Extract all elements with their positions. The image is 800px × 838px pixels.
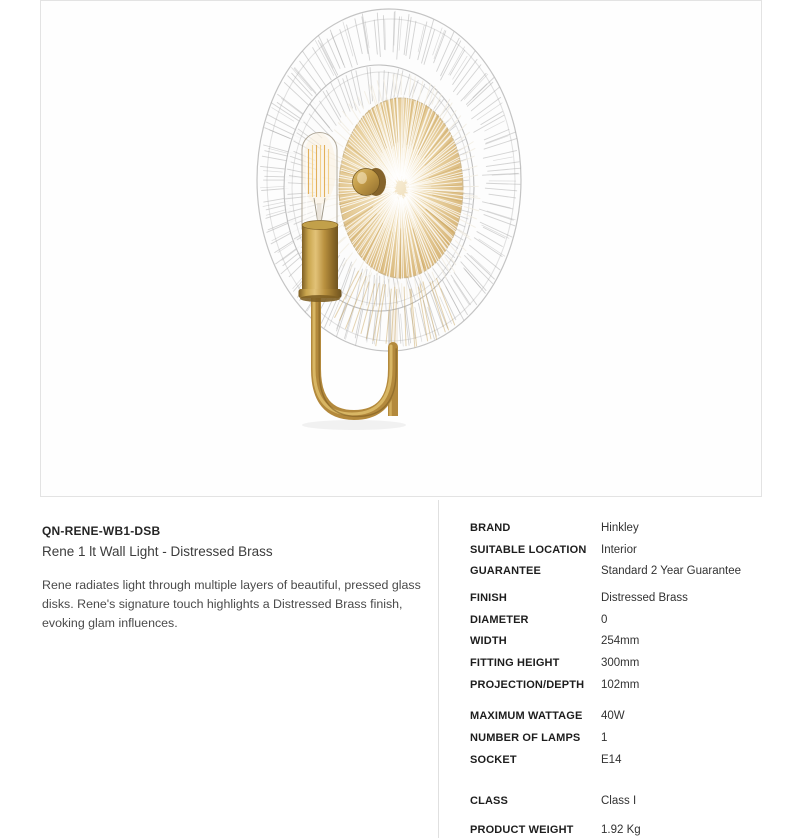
spec-value: Standard 2 Year Guarantee bbox=[601, 565, 742, 578]
spec-row bbox=[470, 560, 800, 582]
spec-label: NUMBER OF LAMPS bbox=[470, 732, 581, 745]
spec-row bbox=[470, 630, 800, 652]
product-title: Rene 1 lt Wall Light - Distressed Brass bbox=[42, 544, 273, 559]
spec-label: CLASS bbox=[470, 795, 509, 808]
spec-group bbox=[470, 706, 800, 771]
spec-value: 40W bbox=[601, 710, 625, 723]
spec-value: 1 bbox=[601, 732, 608, 745]
spec-label: GUARANTEE bbox=[470, 565, 542, 578]
spec-label: BRAND bbox=[470, 521, 511, 534]
spec-row bbox=[470, 517, 800, 539]
spec-row bbox=[470, 652, 800, 674]
spec-label: SOCKET bbox=[470, 753, 517, 766]
spec-label: MAXIMUM WATTAGE bbox=[470, 710, 583, 723]
spec-row bbox=[470, 727, 800, 749]
spec-label: WIDTH bbox=[470, 635, 507, 648]
spec-value: Class I bbox=[601, 795, 637, 808]
product-image-panel bbox=[40, 0, 762, 497]
spec-row bbox=[470, 674, 800, 696]
spec-group bbox=[470, 587, 800, 695]
spec-label: SUITABLE LOCATION bbox=[470, 543, 587, 556]
spec-value: Hinkley bbox=[601, 521, 639, 534]
product-photo-rene-wall-sconce bbox=[41, 1, 761, 496]
spec-row bbox=[470, 609, 800, 631]
spec-group bbox=[470, 517, 800, 582]
spec-table bbox=[438, 500, 800, 838]
spec-value: 1.92 Kg bbox=[601, 824, 641, 837]
product-code: QN-RENE-WB1-DSB bbox=[42, 524, 161, 538]
spec-group bbox=[470, 791, 800, 813]
product-summary bbox=[42, 497, 438, 633]
spec-row bbox=[470, 791, 800, 813]
spec-value: 102mm bbox=[601, 678, 640, 691]
spec-label: PRODUCT WEIGHT bbox=[470, 824, 574, 837]
spec-value: 300mm bbox=[601, 656, 640, 669]
spec-value: 254mm bbox=[601, 635, 640, 648]
product-info-section bbox=[0, 497, 800, 838]
spec-group bbox=[470, 819, 800, 838]
spec-value: Interior bbox=[601, 543, 637, 556]
spec-row bbox=[470, 587, 800, 609]
spec-row bbox=[470, 749, 800, 771]
spec-value: E14 bbox=[601, 753, 622, 766]
spec-row bbox=[470, 819, 800, 838]
spec-label: FINISH bbox=[470, 591, 507, 604]
spec-row bbox=[470, 539, 800, 561]
product-description: Rene radiates light through multiple layers of beautiful, pressed glass disks. Rene's signature touch highlights a Distressed Brass finish, evoking glam influences. bbox=[42, 578, 421, 630]
spec-row bbox=[470, 706, 800, 728]
spec-label: DIAMETER bbox=[470, 613, 529, 626]
spec-label: FITTING HEIGHT bbox=[470, 656, 560, 669]
spec-label: PROJECTION/DEPTH bbox=[470, 678, 585, 691]
spec-value: 0 bbox=[601, 613, 608, 626]
spec-value: Distressed Brass bbox=[601, 591, 688, 604]
